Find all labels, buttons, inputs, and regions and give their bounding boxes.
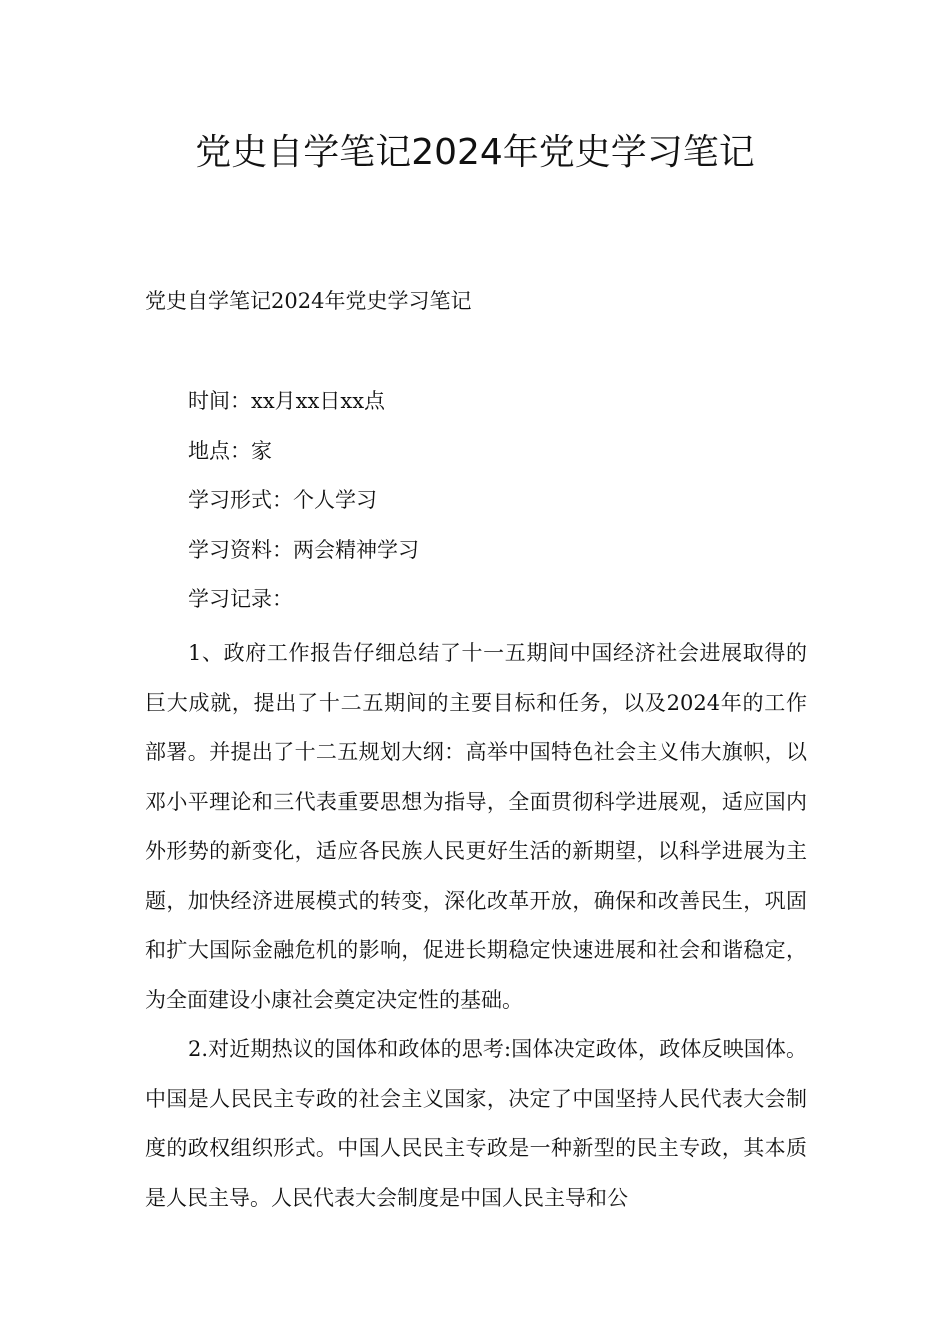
document-title: 党史自学笔记2024年党史学习笔记	[195, 132, 755, 173]
meta-list	[145, 384, 805, 632]
notes-body	[145, 629, 807, 1223]
paragraph-1: 1、政府工作报告仔细总结了十一五期间中国经济社会进展取得的巨大成就，提出了十二五期间的主要目标和任务，以及2024年的工作部署。并提出了十二五规划大纲：高举中国特色社会主义伟大旗帜，以邓小平理论和三代表重要思想为指导，全面贯彻科学进展观，适应国内外形势的新变化，适应各民族人民更好生活的新期望，以科学进展为主题，加快经济进展模式的转变，深化改革开放，确保和改善民生，巩固和扩大国际金融危机的影响，促进长期稳定快速进展和社会和谐稳定，为全面建设小康社会奠定决定性的基础。	[145, 641, 807, 1012]
document-subtitle: 党史自学笔记2024年党史学习笔记	[145, 289, 472, 313]
paragraph-2: 2.对近期热议的国体和政体的思考:国体决定政体，政体反映国体。中国是人民民主专政的社会主义国家，决定了中国坚持人民代表大会制度的政权组织形式。中国人民民主专政是一种新型的民主专政，其本质是人民主导。人民代表大会制度是中国人民主导和公	[145, 1037, 807, 1210]
meta-study-form: 学习形式：个人学习	[188, 488, 377, 512]
meta-time: 时间：xx月xx日xx点	[188, 389, 386, 413]
meta-study-record: 学习记录：	[188, 587, 293, 611]
meta-location: 地点：家	[188, 438, 272, 463]
meta-study-material: 学习资料：两会精神学习	[188, 537, 419, 562]
